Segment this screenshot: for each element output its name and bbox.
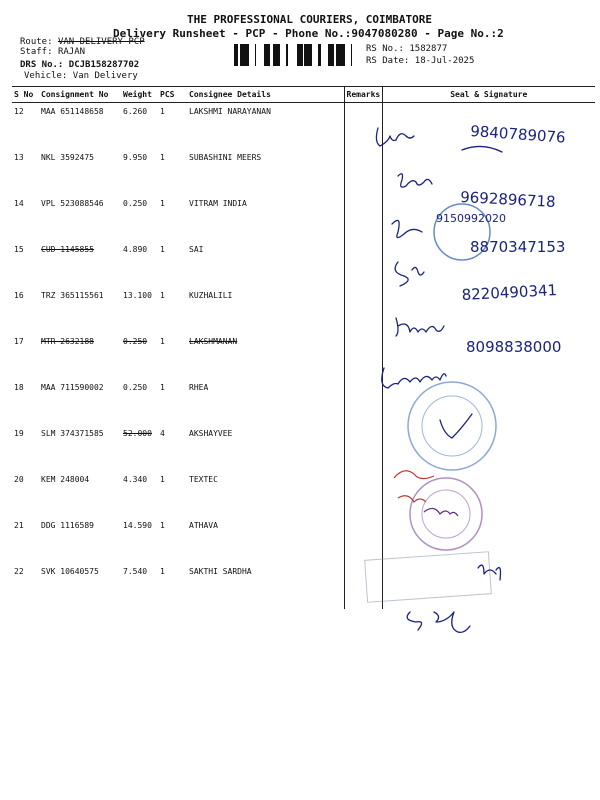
cell-pcs: 1	[160, 383, 165, 392]
cell-pcs: 1	[160, 567, 165, 576]
col-weight: Weight	[121, 87, 158, 103]
cell-sno: 21	[14, 521, 24, 530]
cell-remarks	[344, 195, 382, 241]
cell-pcs: 1	[160, 153, 165, 162]
rs-date-label: RS Date:	[366, 56, 410, 66]
table-row	[12, 517, 595, 563]
cell-consignee: TEXTEC	[189, 475, 218, 484]
cell-seal-signature	[382, 471, 595, 517]
cell-sno: 22	[14, 567, 24, 576]
cell-sno: 16	[14, 291, 24, 300]
cell-consignment: KEM 248004	[41, 475, 90, 484]
cell-consignee: SAKTHI SARDHA	[189, 567, 252, 576]
col-pcs: PCS	[158, 87, 187, 103]
cell-pcs: 1	[160, 107, 165, 116]
cell-weight: 13.100	[123, 291, 152, 300]
table-row	[12, 379, 595, 425]
rs-date-value: 18-Jul-2025	[414, 56, 475, 66]
cell-remarks	[344, 517, 382, 563]
vehicle-value: Van Delivery	[72, 71, 138, 81]
cell-consignee: AKSHAYVEE	[189, 429, 233, 438]
cell-seal-signature	[382, 517, 595, 563]
table-row	[12, 103, 595, 150]
cell-consignee: KUZHALILI	[189, 291, 233, 300]
cell-seal-signature	[382, 103, 595, 150]
cell-consignment: SVK 10640575	[41, 567, 99, 576]
cell-consignment: CUD 1145855	[41, 245, 94, 254]
phone-3-text: 9150992020	[436, 212, 506, 225]
cell-seal-signature	[382, 287, 595, 333]
route-line	[20, 37, 145, 47]
cell-weight: 9.950	[123, 153, 148, 162]
cell-sno: 17	[14, 337, 24, 346]
cell-pcs: 1	[160, 475, 165, 484]
table-row	[12, 563, 595, 609]
table-header-row	[12, 87, 595, 103]
cell-sno: 19	[14, 429, 24, 438]
barcode	[234, 44, 358, 66]
cell-consignment: VPL 523088546	[41, 199, 104, 208]
staff-line	[20, 47, 85, 57]
table-row	[12, 425, 595, 471]
cell-weight: 0.250	[123, 199, 148, 208]
phone-5-text: 8220490341	[461, 281, 558, 304]
route-label: Route:	[20, 37, 53, 47]
cell-pcs: 1	[160, 521, 165, 530]
cell-consignee: LAKSHMANAN	[189, 337, 238, 346]
cell-consignment: TRZ 365115561	[41, 291, 104, 300]
company-title: THE PROFESSIONAL COURIERS, COIMBATORE	[187, 13, 433, 26]
cell-consignee: VITRAM INDIA	[189, 199, 247, 208]
col-seal-signature: Seal & Signature	[382, 87, 595, 103]
cell-seal-signature	[382, 333, 595, 379]
cell-consignee: SAI	[189, 245, 204, 254]
cell-sno: 18	[14, 383, 24, 392]
cell-sno: 12	[14, 107, 24, 116]
cell-weight: 0.250	[123, 337, 148, 346]
drs-line	[20, 60, 139, 70]
cell-remarks	[344, 149, 382, 195]
cell-pcs: 4	[160, 429, 165, 438]
phone-6-text: 8098838000	[466, 338, 562, 356]
cell-seal-signature	[382, 379, 595, 425]
rs-date-line	[366, 56, 474, 66]
drs-label: DRS No.:	[20, 60, 64, 70]
cell-weight: 0.250	[123, 383, 148, 392]
cell-weight: 4.340	[123, 475, 148, 484]
cell-seal-signature	[382, 241, 595, 287]
table-row	[12, 195, 595, 241]
cell-consignee: RHEA	[189, 383, 209, 392]
col-consignee: Consignee Details	[187, 87, 344, 103]
cell-consignment: MTR 2632188	[41, 337, 94, 346]
cell-pcs: 1	[160, 337, 165, 346]
cell-weight: 7.540	[123, 567, 148, 576]
col-sno: S No	[12, 87, 39, 103]
drs-value: DCJB158287702	[68, 60, 140, 70]
table-row	[12, 287, 595, 333]
cell-sno: 20	[14, 475, 24, 484]
vehicle-line	[24, 71, 138, 81]
col-consignment: Consignment No	[39, 87, 121, 103]
cell-remarks	[344, 241, 382, 287]
cell-remarks	[344, 563, 382, 609]
cell-sno: 15	[14, 245, 24, 254]
cell-sno: 13	[14, 153, 24, 162]
cell-weight: 52.000	[123, 429, 152, 438]
cell-weight: 6.260	[123, 107, 148, 116]
phone-4-text: 8870347153	[470, 238, 566, 256]
cell-seal-signature	[382, 195, 595, 241]
cell-pcs: 1	[160, 245, 165, 254]
staff-label: Staff:	[20, 47, 53, 57]
cell-consignment: MAA 651148658	[41, 107, 104, 116]
cell-consignee: ATHAVA	[189, 521, 218, 530]
rs-no-line	[366, 44, 447, 54]
runsheet-table	[12, 86, 595, 609]
cell-remarks	[344, 379, 382, 425]
cell-pcs: 1	[160, 291, 165, 300]
phone-2-text: 9692896718	[459, 188, 557, 211]
cell-consignee: SUBASHINI MEERS	[189, 153, 262, 162]
col-remarks: Remarks	[344, 87, 382, 103]
cell-seal-signature	[382, 563, 595, 609]
rs-no-label: RS No.:	[366, 44, 404, 54]
cell-consignment: NKL 3592475	[41, 153, 94, 162]
cell-weight: 14.590	[123, 521, 152, 530]
cell-seal-signature	[382, 149, 595, 195]
rs-no-value: 1582877	[409, 44, 448, 54]
cell-consignment: SLM 374371585	[41, 429, 104, 438]
table-row	[12, 241, 595, 287]
table-row	[12, 471, 595, 517]
cell-consignee: LAKSHMI NARAYANAN	[189, 107, 271, 116]
phone-1-text: 9840789076	[469, 122, 567, 147]
staff-value: RAJAN	[57, 47, 86, 57]
cell-weight: 4.890	[123, 245, 148, 254]
cell-remarks	[344, 333, 382, 379]
table-row	[12, 333, 595, 379]
vehicle-label: Vehicle:	[24, 71, 68, 81]
runsheet-title: Delivery Runsheet - PCP - Phone No.:9047080280 - Page No.:2	[113, 27, 504, 40]
cell-remarks	[344, 287, 382, 333]
cell-consignment: MAA 711590002	[41, 383, 104, 392]
signature-row-22	[407, 612, 470, 632]
cell-sno: 14	[14, 199, 24, 208]
cell-seal-signature	[382, 425, 595, 471]
cell-remarks	[344, 103, 382, 150]
route-value: VAN DELIVERY PCP	[57, 37, 145, 47]
cell-pcs: 1	[160, 199, 165, 208]
cell-consignment: DDG 1116589	[41, 521, 94, 530]
cell-remarks	[344, 471, 382, 517]
table-row	[12, 149, 595, 195]
cell-remarks	[344, 425, 382, 471]
